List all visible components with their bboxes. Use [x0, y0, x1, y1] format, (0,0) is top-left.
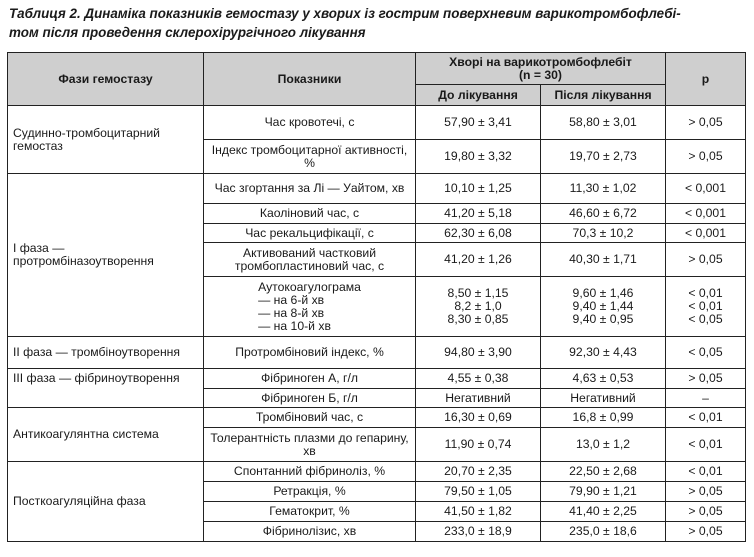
- phase-3: III фаза — фібриноутворення: [8, 369, 204, 408]
- p-cell: > 0,05: [666, 482, 746, 502]
- after-cell: 40,30 ± 1,71: [541, 243, 666, 277]
- before-cell: 233,0 ± 18,9: [416, 522, 541, 542]
- after-cell: 79,90 ± 1,21: [541, 482, 666, 502]
- p-cell: > 0,05: [666, 106, 746, 140]
- header-before: До лікування: [416, 85, 541, 106]
- after-cell: 19,70 ± 2,73: [541, 140, 666, 174]
- after-cell: 46,60 ± 6,72: [541, 204, 666, 224]
- phase-anticoagulant: Антикоагулянтна система: [8, 408, 204, 462]
- before-cell: 62,30 ± 6,08: [416, 224, 541, 243]
- after-cell: 92,30 ± 4,43: [541, 337, 666, 369]
- p-cell: < 0,001: [666, 174, 746, 204]
- after-cell: Негативний: [541, 389, 666, 408]
- table-row: [8, 174, 746, 204]
- indicator-cell: Час рекальцифікації, с: [204, 224, 416, 243]
- p-cell: > 0,05: [666, 243, 746, 277]
- autocoag-title: Аутокоагулограма: [258, 279, 361, 294]
- after-cell: 235,0 ± 18,6: [541, 522, 666, 542]
- before-cell-autocoagulogram: [416, 277, 541, 337]
- autocoag-after-8: 9,40 ± 1,44: [572, 299, 634, 313]
- autocoag-p-8: < 0,01: [688, 299, 723, 313]
- indicator-cell: Тромбіновий час, с: [204, 408, 416, 428]
- phase-postcoagulation: Посткоагуляційна фаза: [8, 462, 204, 542]
- p-cell: < 0,01: [666, 462, 746, 482]
- autocoag-sub-6: — на 6-й хв: [258, 292, 325, 307]
- before-cell: 41,50 ± 1,82: [416, 502, 541, 522]
- table-row: [8, 462, 746, 482]
- after-cell: 58,80 ± 3,01: [541, 106, 666, 140]
- caption-line-2: том після проведення склерохірургічного лікування: [9, 25, 366, 40]
- table-row: [8, 408, 746, 428]
- indicator-cell: Фібриноген А, г/л: [204, 369, 416, 389]
- p-cell: –: [666, 389, 746, 408]
- p-cell-autocoagulogram: [666, 277, 746, 337]
- header-p: p: [666, 53, 746, 106]
- header-phase: Фази гемостазу: [8, 53, 204, 106]
- before-cell: 16,30 ± 0,69: [416, 408, 541, 428]
- autocoag-before-10: 8,30 ± 0,85: [447, 312, 509, 326]
- before-cell: 41,20 ± 5,18: [416, 204, 541, 224]
- before-cell: Негативний: [416, 389, 541, 408]
- phase-vascular: Судинно-тромбоцитарний гемостаз: [8, 106, 204, 174]
- header-indicator: Показники: [204, 53, 416, 106]
- caption-line-1: Таблиця 2. Динаміка показників гемостазу у хворих із гострим поверхневим варикотромбофлебі-: [9, 6, 681, 21]
- after-cell: 4,63 ± 0,53: [541, 369, 666, 389]
- table-row: [8, 106, 746, 140]
- autocoag-sub-8: — на 8-й хв: [258, 305, 325, 320]
- indicator-cell: Спонтанний фібриноліз, %: [204, 462, 416, 482]
- indicator-cell: Толерантність плазми до гепарину, хв: [204, 428, 416, 462]
- after-cell: 22,50 ± 2,68: [541, 462, 666, 482]
- before-cell: 4,55 ± 0,38: [416, 369, 541, 389]
- header-group-title: Хворі на варикотромбофлебіт: [449, 54, 632, 69]
- indicator-cell: Каоліновий час, с: [204, 204, 416, 224]
- before-cell: 79,50 ± 1,05: [416, 482, 541, 502]
- p-cell: < 0,05: [666, 337, 746, 369]
- autocoag-p-10: < 0,05: [688, 312, 723, 326]
- p-cell: > 0,05: [666, 140, 746, 174]
- autocoag-p-6: < 0,01: [688, 286, 723, 300]
- header-row-1: [8, 53, 746, 85]
- p-cell: < 0,001: [666, 224, 746, 243]
- p-cell: < 0,01: [666, 408, 746, 428]
- after-cell: 41,40 ± 2,25: [541, 502, 666, 522]
- indicator-cell: Гематокрит, %: [204, 502, 416, 522]
- autocoag-after-6: 9,60 ± 1,46: [572, 286, 634, 300]
- indicator-cell-autocoagulogram: [204, 277, 416, 337]
- autocoag-sub-10: — на 10-й хв: [258, 318, 331, 333]
- p-cell: < 0,01: [666, 428, 746, 462]
- autocoag-after-10: 9,40 ± 0,95: [572, 312, 634, 326]
- before-cell: 20,70 ± 2,35: [416, 462, 541, 482]
- indicator-cell: Фібриноген Б, г/л: [204, 389, 416, 408]
- p-cell: > 0,05: [666, 369, 746, 389]
- hemostasis-table: [7, 52, 746, 542]
- autocoag-before-8: 8,2 ± 1,0: [454, 299, 502, 313]
- before-cell: 11,90 ± 0,74: [416, 428, 541, 462]
- header-group-n: (n = 30): [518, 67, 562, 82]
- after-cell: 16,8 ± 0,99: [541, 408, 666, 428]
- autocoag-before-6: 8,50 ± 1,15: [447, 286, 509, 300]
- p-cell: < 0,001: [666, 204, 746, 224]
- indicator-cell: Час згортання за Лі — Уайтом, хв: [204, 174, 416, 204]
- before-cell: 94,80 ± 3,90: [416, 337, 541, 369]
- table-caption: [9, 4, 749, 42]
- table-row: [8, 337, 746, 369]
- indicator-cell: Протромбіновий індекс, %: [204, 337, 416, 369]
- before-cell: 10,10 ± 1,25: [416, 174, 541, 204]
- indicator-cell: Час кровотечі, с: [204, 106, 416, 140]
- header-after: Після лікування: [541, 85, 666, 106]
- indicator-cell: Індекс тромбоцитарної активності, %: [204, 140, 416, 174]
- phase-2: II фаза — тромбіноутворення: [8, 337, 204, 369]
- after-cell: 70,3 ± 10,2: [541, 224, 666, 243]
- indicator-cell: Ретракція, %: [204, 482, 416, 502]
- header-group: [416, 53, 666, 85]
- before-cell: 57,90 ± 3,41: [416, 106, 541, 140]
- indicator-cell: Фібринолізис, хв: [204, 522, 416, 542]
- indicator-cell: Активований частковий тромбопластиновий час, с: [204, 243, 416, 277]
- after-cell: 13,0 ± 1,2: [541, 428, 666, 462]
- table-row: [8, 369, 746, 389]
- after-cell-autocoagulogram: [541, 277, 666, 337]
- p-cell: > 0,05: [666, 522, 746, 542]
- before-cell: 19,80 ± 3,32: [416, 140, 541, 174]
- before-cell: 41,20 ± 1,26: [416, 243, 541, 277]
- after-cell: 11,30 ± 1,02: [541, 174, 666, 204]
- p-cell: > 0,05: [666, 502, 746, 522]
- phase-1: I фаза — протромбіназоутворення: [8, 174, 204, 337]
